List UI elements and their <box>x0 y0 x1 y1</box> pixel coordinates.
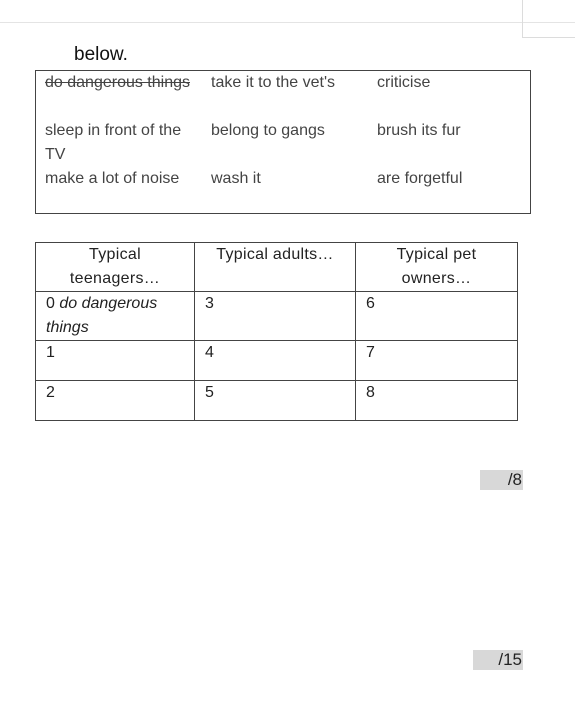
table-row <box>36 341 518 381</box>
answer-cell[interactable] <box>356 292 518 341</box>
column-header-teenagers: Typical teenagers… <box>36 243 195 292</box>
item-number: 7 <box>366 344 375 361</box>
item-number: 4 <box>205 344 214 361</box>
word-box-item: wash it <box>211 170 261 187</box>
total-score-box: /15 <box>473 650 523 670</box>
table-row <box>36 292 518 341</box>
answer-table <box>35 242 518 421</box>
answer-cell[interactable] <box>195 381 356 421</box>
table-row <box>36 381 518 421</box>
word-box-item: brush its fur <box>377 122 461 139</box>
item-number: 1 <box>46 344 55 361</box>
answer-cell[interactable] <box>36 292 195 341</box>
answer-cell[interactable] <box>195 292 356 341</box>
item-number: 5 <box>205 384 214 401</box>
answer-cell[interactable] <box>195 341 356 381</box>
example-answer: do dangerous things <box>46 295 158 336</box>
header-divider <box>0 22 575 23</box>
word-box <box>35 70 531 214</box>
word-box-item: make a lot of noise <box>45 170 180 187</box>
answer-cell[interactable] <box>36 341 195 381</box>
item-number: 0 <box>46 295 55 312</box>
section-score-box: /8 <box>480 470 523 490</box>
column-header-pet-owners: Typical pet owners… <box>356 243 518 292</box>
column-header-adults: Typical adults… <box>195 243 356 292</box>
item-number: 8 <box>366 384 375 401</box>
word-box-item: are forgetful <box>377 170 463 187</box>
item-number: 3 <box>205 295 214 312</box>
header-corner-box <box>522 0 575 38</box>
answer-cell[interactable] <box>36 381 195 421</box>
item-number: 2 <box>46 384 55 401</box>
word-box-item: sleep in front of the TV <box>45 122 182 163</box>
word-box-item: belong to gangs <box>211 122 325 139</box>
item-number: 6 <box>366 295 375 312</box>
word-box-item: criticise <box>377 74 431 91</box>
word-box-item: take it to the vet's <box>211 74 336 91</box>
word-box-item: do dangerous things <box>45 74 190 91</box>
instruction-fragment: below. <box>74 44 128 65</box>
answer-cell[interactable] <box>356 381 518 421</box>
answer-cell[interactable] <box>356 341 518 381</box>
